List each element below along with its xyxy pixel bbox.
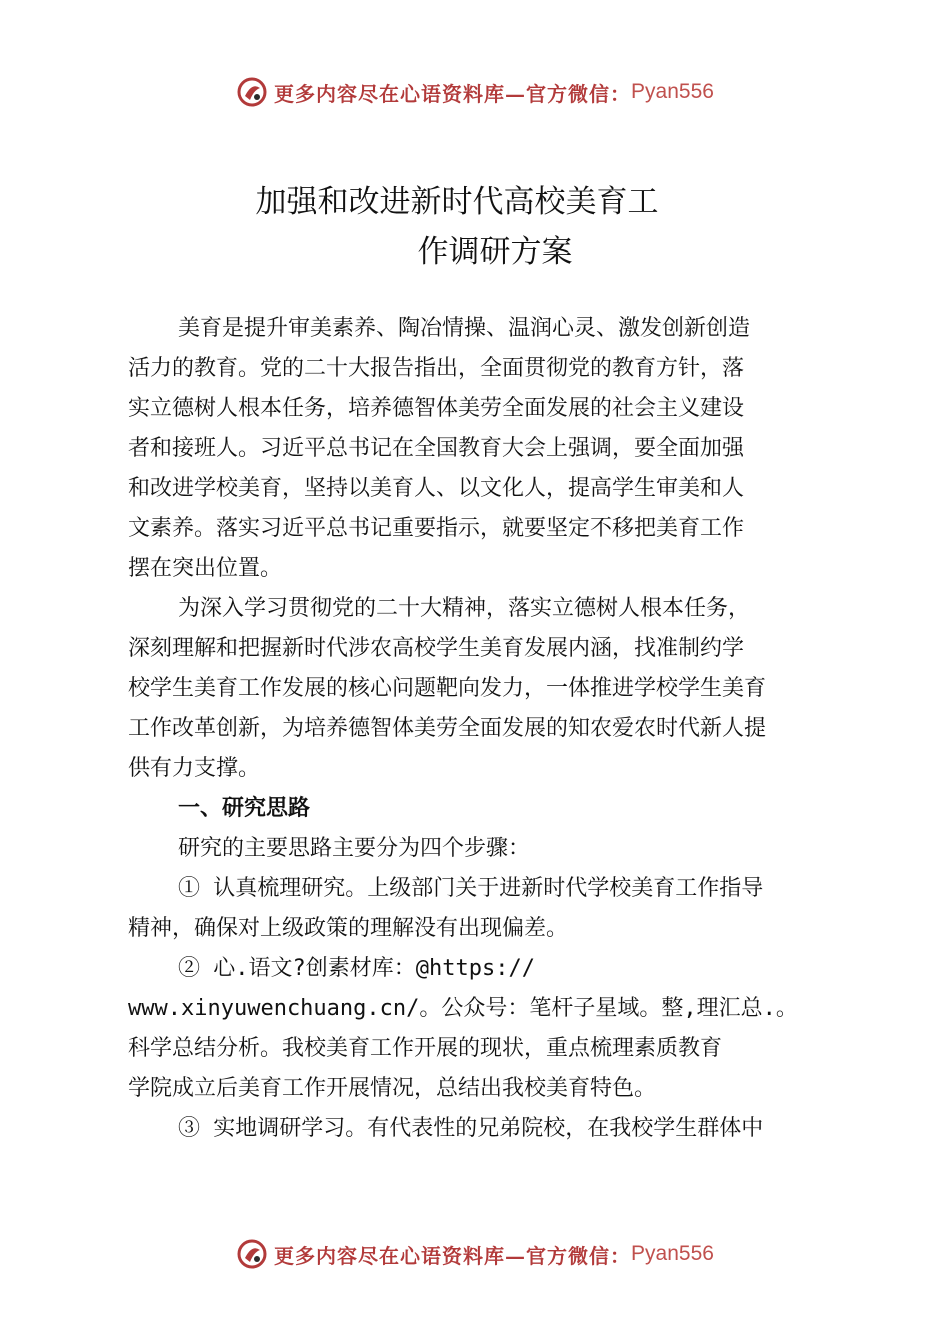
watermark-text: 更多内容尽在心语资料库—官方微信： (274, 1243, 632, 1268)
body-line: 美育是提升审美素养、陶冶情操、温润心灵、激发创新创造 (178, 316, 751, 341)
watermark-wechat: Pyan556 (631, 80, 714, 103)
document-title-line-1: 加强和改进新时代高校美育工 (255, 184, 659, 220)
body-line: 科学总结分析。我校美育工作开展的现状，重点梳理素质教育 (128, 1036, 723, 1061)
watermark-text: 更多内容尽在心语资料库—官方微信： (274, 81, 632, 106)
body-line: 活力的教育。党的二十大报告指出，全面贯彻党的教育方针，落 (128, 356, 745, 381)
body-line: 和改进学校美育，坚持以美育人、以文化人，提高学生审美和人 (128, 476, 745, 501)
list-item: ① 认真梳理研究。上级部门关于进新时代学校美育工作指导 (178, 876, 764, 901)
body-line: 供有力支撑。 (128, 756, 261, 781)
body-line: www.xinyuwenchuang.cn/。公众号：笔杆子星域。整,理汇总.。 (128, 996, 798, 1021)
list-item: ② 心.语文?创素材库：@https:// (178, 956, 535, 981)
body-line: 文素养。落实习近平总书记重要指示，就要坚定不移把美育工作 (128, 516, 745, 541)
footer-watermark (0, 1234, 950, 1274)
body-line: 学院成立后美育工作开展情况，总结出我校美育特色。 (128, 1076, 657, 1101)
body-line: 精神，确保对上级政策的理解没有出现偏差。 (128, 916, 569, 941)
body-line: 工作改革创新，为培养德智体美劳全面发展的知农爱农时代新人提 (128, 716, 767, 741)
body-line: 校学生美育工作发展的核心问题靶向发力，一体推进学校学生美育 (128, 676, 767, 701)
body-line: 者和接班人。习近平总书记在全国教育大会上强调，要全面加强 (128, 436, 745, 461)
body-line: 为深入学习贯彻党的二十大精神，落实立德树人根本任务， (178, 596, 751, 621)
brand-logo-icon (236, 1238, 268, 1270)
body-line: 实立德树人根本任务，培养德智体美劳全面发展的社会主义建设 (128, 396, 745, 421)
watermark-wechat: Pyan556 (631, 1242, 714, 1265)
document-title-line-2: 作调研方案 (417, 234, 573, 270)
header-watermark (0, 72, 950, 112)
brand-logo-icon (236, 76, 268, 108)
body-line: 摆在突出位置。 (128, 556, 283, 581)
list-item: ③ 实地调研学习。有代表性的兄弟院校，在我校学生群体中 (178, 1116, 764, 1141)
body-line: 深刻理解和把握新时代涉农高校学生美育发展内涵，找准制约学 (128, 636, 745, 661)
section-heading: 一、研究思路 (178, 796, 311, 821)
body-line: 研究的主要思路主要分为四个步骤： (178, 836, 531, 861)
